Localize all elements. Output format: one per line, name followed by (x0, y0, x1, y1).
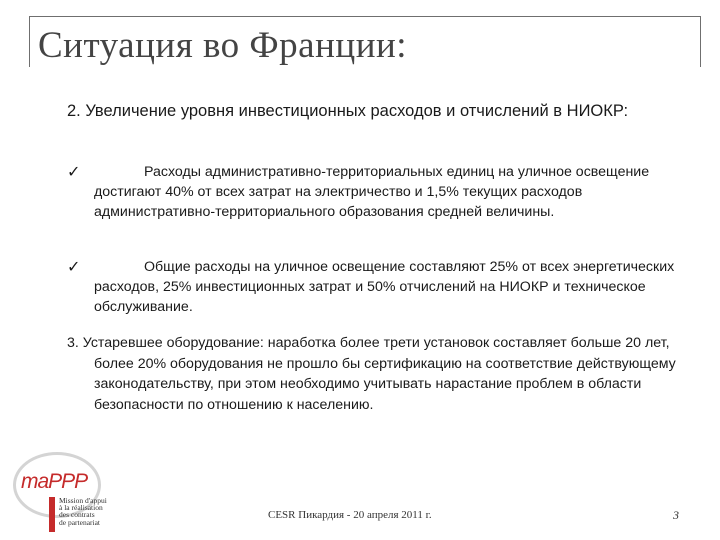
logo-subtitle (59, 497, 107, 526)
checkmark-icon: ✓ (67, 162, 81, 181)
bullet-text: Общие расходы на уличное освещение составляют 25% от всех энергетических расходов, 25% инвестиционных затрат и 50% отчислений на НИОКР и техническое обслуживание. (94, 259, 675, 315)
logo-subtitle-line: à la réalisation (59, 503, 103, 513)
checkmark-icon: ✓ (67, 257, 81, 276)
mappp-logo (13, 452, 128, 532)
bullet-item (67, 162, 685, 222)
point-3-text: 3. Устаревшее оборудование: наработка более трети установок составляет больше 20 лет, более 20% оборудования не прошло бы сертификацию на соответствие действующему законодательству, при этом необходимо учитывать нарастание проблем в области безопасности по отношению к населению. (67, 335, 676, 413)
logo-subtitle-line: des contrats (59, 510, 95, 520)
bullet-text: Расходы административно-территориальных единиц на уличное освещение достигают 40% от всех затрат на электричество и 1,5% текущих расходов административно-территориального образования средней величины. (94, 164, 650, 220)
logo-subtitle-line: Mission d'appui (59, 496, 107, 505)
logo-subtitle-line: de partenariat (59, 517, 101, 527)
logo-bar (49, 497, 55, 532)
footer-caption: CESR Пикардия - 20 апреля 2011 г. (268, 509, 432, 521)
slide-title: Ситуация во Франции: (38, 25, 408, 66)
page-number: 3 (673, 508, 679, 522)
section-heading: 2. Увеличение уровня инвестиционных расходов и отчислений в НИОКР: (67, 102, 629, 120)
bullet-item (67, 257, 685, 317)
logo-wordmark: maPPP (21, 470, 88, 493)
